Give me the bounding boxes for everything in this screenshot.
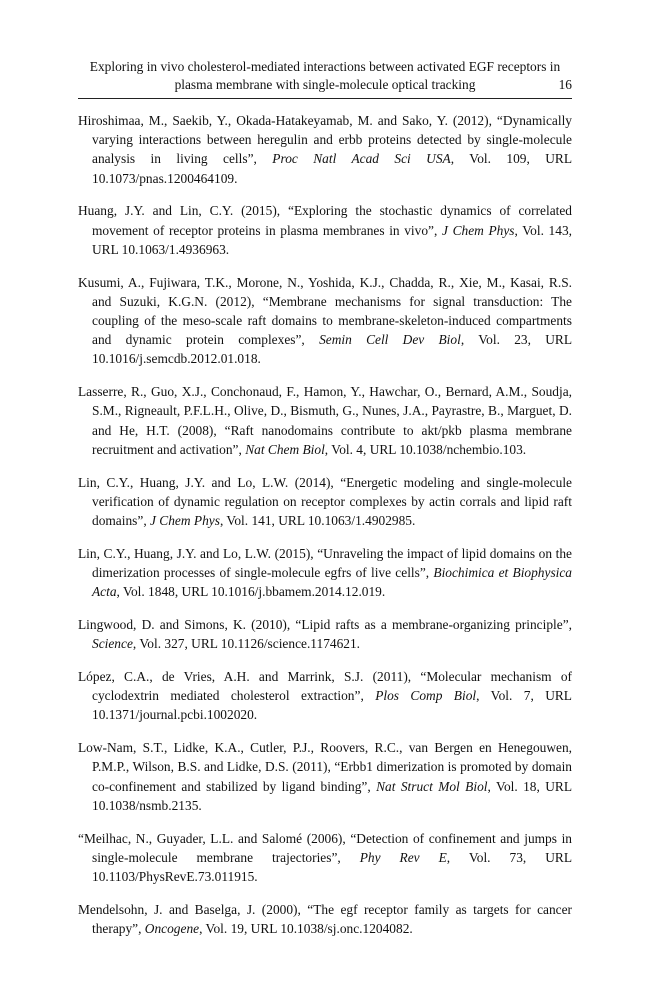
header-title-line2: plasma membrane with single-molecule optical tracking [174,77,476,92]
running-header [78,58,572,94]
reference-entry: Huang, J.Y. and Lin, C.Y. (2015), “Exploring the stochastic dynamics of correlated movement of receptor proteins in plasma membranes in vivo”, J Chem Phys, Vol. 143, URL 10.1063/1.4936963. [78,203,572,257]
journal-name: Oncogene [144,921,200,937]
journal-name: Nat Struct Mol Biol [376,778,488,794]
reference-entry: Hiroshimaa, M., Saekib, Y., Okada-Hatakeyamab, M. and Sako, Y. (2012), “Dynamically varying interactions between heregulin and erbb proteins detected by single-molecule analysis in living cells”, Proc Natl Acad Sci USA, Vol. 109, URL 10.1073/pnas.1200464109. [78,113,573,186]
journal-name: J Chem Phys [441,222,515,238]
journal-name: Proc Natl Acad Sci USA [272,151,451,167]
header-title-line1: Exploring in vivo cholesterol-mediated interactions between activated EGF receptors in [89,59,561,74]
journal-name: Plos Comp Biol [375,688,477,704]
reference-entry: Lingwood, D. and Simons, K. (2010), “Lipid rafts as a membrane-organizing principle”, Science, Vol. 327, URL 10.1126/science.1174621. [78,617,572,652]
reference-entry: “Meilhac, N., Guyader, L.L. and Salomé (2006), “Detection of confinement and jumps in single-molecule membrane trajectories”, Phy Rev E, Vol. 73, URL 10.1103/PhysRevE.73.011915. [78,830,572,885]
reference-entry: Low-Nam, S.T., Lidke, K.A., Cutler, P.J., Roovers, R.C., van Bergen en Henegouwen, P.M.P., Wilson, B.S. and Lidke, D.S. (2011), “Erbb1 dimerization is promoted by domain co-confinement and stabilized by ligand binding”, Nat Struct Mol Biol, Vol. 18, URL 10.1038/nsmb.2135. [78,740,573,813]
journal-name: Nat Chem Biol [245,441,325,457]
reference-entry: Lin, C.Y., Huang, J.Y. and Lo, L.W. (2014), “Energetic modeling and single-molecule verification of dynamic regulation on receptor complexes by actin corrals and lipid raft domains”, J Chem Phys, Vol. 141, URL 10.1063/1.4902985. [78,474,572,529]
journal-name: Phy Rev E [359,849,447,865]
reference-entry: Lasserre, R., Guo, X.J., Conchonaud, F., Hamon, Y., Hawchar, O., Bernard, A.M., Soudja, S.M., Rigneault, P.F.L.H., Olive, D., Bismuth, G., Nunes, J.A., Payrastre, B., Marguet, D. and He, H.T. (2008), “Raft nanodomains contribute to akt/pkb plasma membrane recruitment and activation”, Nat Chem Biol, Vol. 4, URL 10.1038/nchembio.103. [78,384,572,457]
reference-list [78,111,572,952]
reference-entry: Kusumi, A., Fujiwara, T.K., Morone, N., Yoshida, K.J., Chadda, R., Xie, M., Kasai, R.S. and Suzuki, K.G.N. (2012), “Membrane mechanisms for signal transduction: The coupling of the meso-scale raft domains to membrane-skeleton-induced compartments and dynamic protein complexes”, Semin Cell Dev Biol, Vol. 23, URL 10.1016/j.semcdb.2012.01.018. [78,274,573,367]
header-rule [78,98,572,99]
reference-entry: Mendelsohn, J. and Baselga, J. (2000), “The egf receptor family as targets for cancer therapy”, Oncogene, Vol. 19, URL 10.1038/sj.onc.1204082. [78,901,572,937]
journal-name: Science [92,636,133,652]
reference-entry: Lin, C.Y., Huang, J.Y. and Lo, L.W. (2015), “Unraveling the impact of lipid domains on the dimerization processes of single-molecule egfrs of live cells”, Biochimica et Biophysica Acta, Vol. 1848, URL 10.1016/j.bbamem.2014.12.019. [78,545,573,600]
journal-name: Biochimica et Biophysica Acta [92,565,573,600]
page-number: 16 [558,77,572,92]
reference-entry: López, C.A., de Vries, A.H. and Marrink, S.J. (2011), “Molecular mechanism of cyclodextrin mediated cholesterol extraction”, Plos Comp Biol, Vol. 7, URL 10.1371/journal.pcbi.1002020. [78,669,572,723]
journal-name: Semin Cell Dev Biol [319,332,461,348]
journal-name: J Chem Phys [150,513,220,529]
